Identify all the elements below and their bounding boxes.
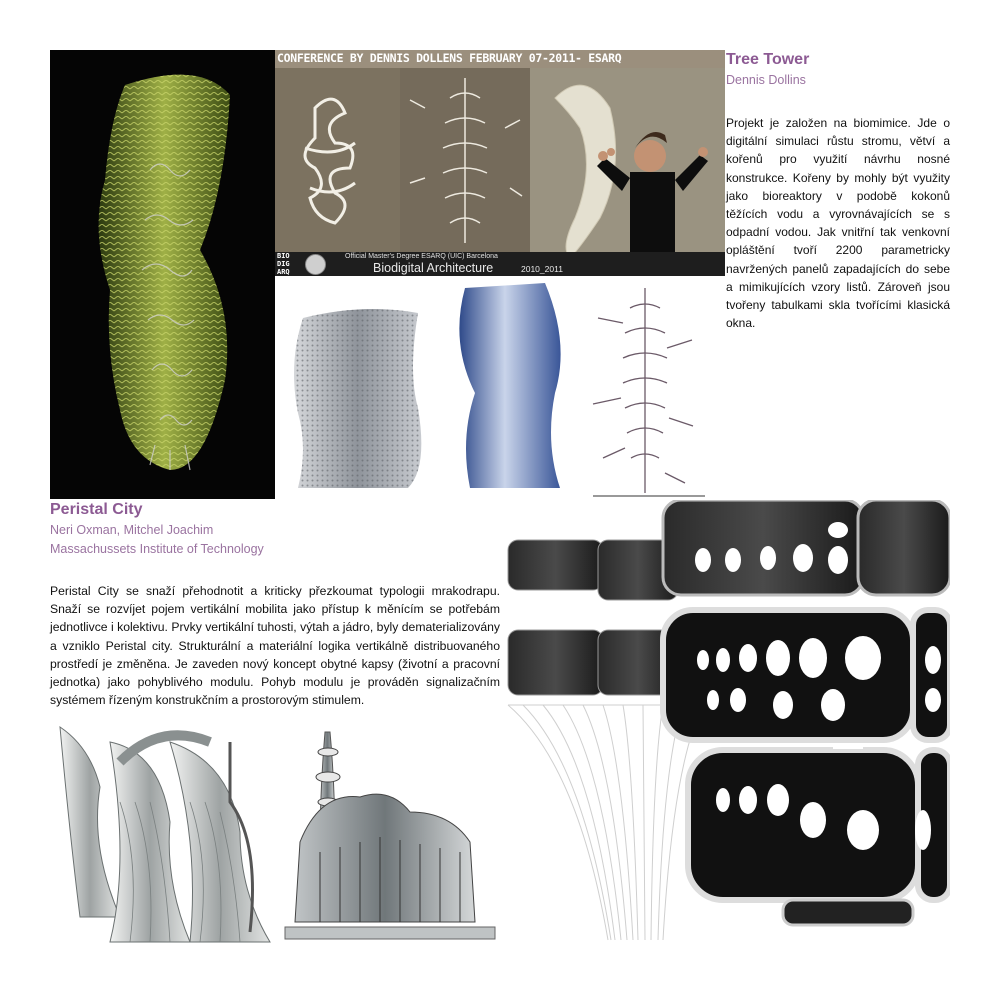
peristal-city-render-1 — [50, 722, 278, 950]
tree-tower-author: Dennis Dollins — [726, 73, 806, 87]
biodigarq-logo — [277, 252, 301, 276]
logo-line1: BIO — [277, 252, 290, 260]
peristal-city-pods-image — [503, 500, 950, 950]
peristal-city-paragraph: Peristal City se snaží přehodnotit a kriticky přezkoumat typologii mrakodrapu. Snaží se rozvíjet pojem vertikální mobilita jako přístup k měnícím se potřebám jednotlivce i kolektivu. Prvky vertikální tuhosti, výtah a jádro, byly dematerializovány a vzniklo Peristal city. Strukturální a materiální logika vertikálně distribuovaného prostředí je změněna. Je zaveden nový koncept obytné kapsy (životní a pracovní jednotka) jako pohyblivého modulu. Pohyb modulu je prováděn signalizačním systémem řízeným konstrukčním a prostorovým stimulem. — [50, 584, 500, 708]
degree-text: Official Master's Degree ESARQ (UIC) Barcelona — [345, 253, 498, 260]
tree-tower-renders-image — [275, 278, 725, 499]
tree-tower-title: Tree Tower — [726, 51, 810, 68]
years-text: 2010_2011 — [521, 264, 563, 274]
conference-header: CONFERENCE BY DENNIS DOLLENS FEBRUARY 07-2011- ESARQ — [277, 51, 622, 65]
globe-icon — [305, 254, 326, 275]
biodigarq-bar — [275, 252, 725, 276]
conference-image — [275, 50, 725, 276]
peristal-city-authors: Neri Oxman, Mitchel Joachim — [50, 523, 214, 537]
course-text: Biodigital Architecture — [373, 261, 494, 275]
logo-line2: DIG — [277, 260, 290, 268]
conference-header-bar — [275, 50, 725, 68]
tree-tower-paragraph: Projekt je založen na biomimice. Jde o digitální simulaci růstu stromu, větví a kořenů pro využití návrhu nosné konstrukce. Kořeny by mohly být využity jako bioreaktory v podobě kokonů těžících vodu a vyrovnávajících se s odpadní vodou. Jak vnitřní tak venkovní opláštění tvoří 2200 parametricky navržených panelů zapadajících do sebe a mimikujících vzory listů. Zároveň jsou tvořeny tabulkami skla tvořícími klasická okna. — [726, 116, 950, 331]
logo-line3: ARQ — [277, 268, 290, 276]
peristal-city-render-2 — [280, 722, 500, 950]
peristal-city-title: Peristal City — [50, 501, 143, 518]
tree-tower-render-image — [50, 50, 275, 499]
peristal-city-institution: Massachussets Institute of Technology — [50, 542, 264, 556]
